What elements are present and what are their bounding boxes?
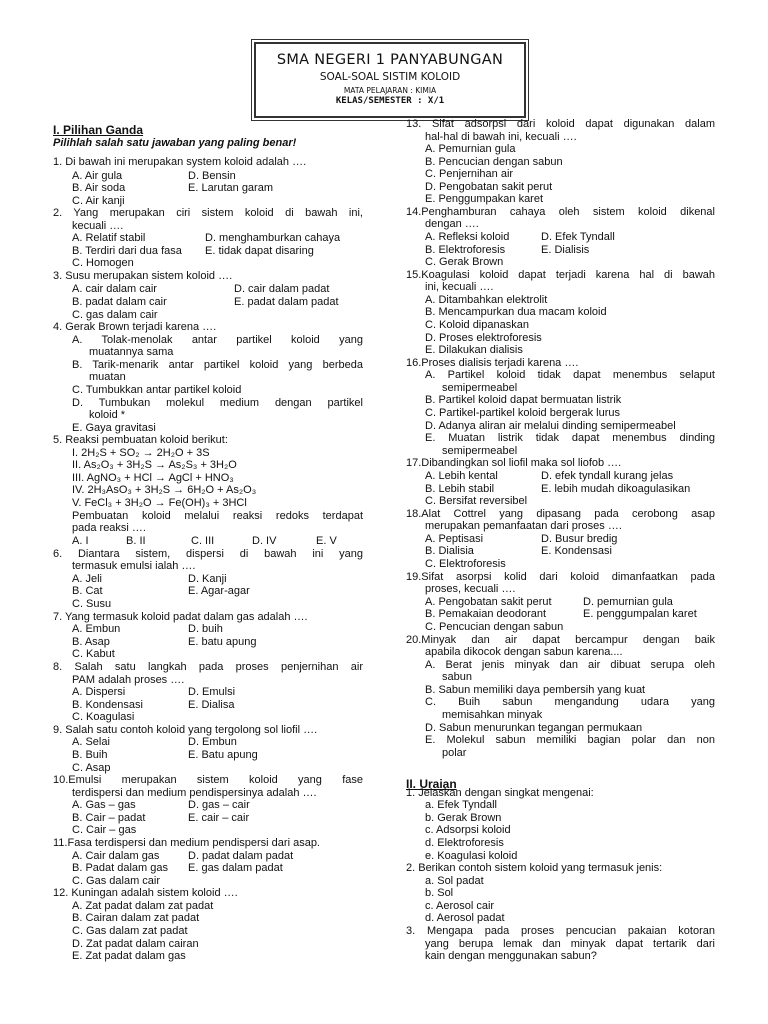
left-column-line: E. cair – cair <box>188 812 250 824</box>
right-column-line: A. Pemurnian gula <box>425 143 516 155</box>
right-column-line: e. Koagulasi koloid <box>425 850 518 862</box>
right-column-line: c. Adsorpsi koloid <box>425 824 511 836</box>
right-column-line: B. Elektroforesis <box>425 244 506 256</box>
right-column-line: sabun <box>442 671 472 683</box>
exam-title: SOAL-SOAL SISTIM KOLOID <box>319 71 461 83</box>
left-column-line: D. cair dalam padat <box>234 283 330 295</box>
left-column-line: A. Gas – gas <box>72 799 136 811</box>
right-column-line: D. Sabun menurunkan tegangan permukaan <box>425 722 643 734</box>
right-column-line: merupakan pemanfaatan dari proses …. <box>425 520 622 532</box>
right-column-line: polar <box>442 747 467 759</box>
right-column-line: D. Adanya aliran air melalui dinding semipermeabel <box>425 420 676 432</box>
right-column-line: A. Berat jenis minyak dan air dibuat serupa oleh <box>425 659 715 671</box>
right-column-line: proses, kecuali …. <box>425 583 516 595</box>
right-column-line: E. lebih mudah dikoagulasikan <box>541 483 691 495</box>
left-column-line: 1. Di bawah ini merupakan system koloid adalah …. <box>53 156 307 168</box>
left-column-line: A. Jeli <box>72 573 102 585</box>
left-column-line: 5. Reaksi pembuatan koloid berikut: <box>53 434 228 446</box>
right-column-line: 17.Dibandingkan sol liofil maka sol liofob …. <box>406 457 622 469</box>
left-column-line: Pembuatan koloid melalui reaksi redoks terdapat <box>72 510 363 522</box>
right-column-line: E. Dilakukan dialisis <box>425 344 523 356</box>
left-column-line: D. gas – cair <box>188 799 250 811</box>
left-column-line: B. Terdiri dari dua fasa <box>72 245 182 257</box>
left-column-line: E. V <box>316 535 337 547</box>
left-column-line: 3. Susu merupakan sistem koloid …. <box>53 270 233 282</box>
class-line: KELAS/SEMESTER : X/1 <box>335 96 445 106</box>
right-column-line: D. pemurnian gula <box>583 596 673 608</box>
left-column-line: A. Zat padat dalam zat padat <box>72 900 214 912</box>
header-box <box>254 42 526 118</box>
left-column-line: pada reaksi …. <box>72 522 146 534</box>
right-column-line: A. Lebih kental <box>425 470 498 482</box>
left-column-line: C. III <box>191 535 215 547</box>
left-column-line: 4. Gerak Brown terjadi karena …. <box>53 321 217 333</box>
left-column-line: B. Buih <box>72 749 108 761</box>
left-column-line: D. Embun <box>188 736 237 748</box>
left-column-line: 11.Fasa terdispersi dan medium pendispersi dari asap. <box>53 837 320 849</box>
right-column-line: 2. Berikan contoh sistem koloid yang termasuk jenis: <box>406 862 663 874</box>
left-column-line: koloid * <box>89 409 126 421</box>
right-column-line: 19.Sifat asorpsi kolid dari koloid dimanfaatkan pada <box>406 571 715 583</box>
left-column-line: 7. Yang termasuk koloid padat dalam gas adalah …. <box>53 611 308 623</box>
right-column-line: D. Efek Tyndall <box>541 231 615 243</box>
left-column-line: A. Dispersi <box>72 686 126 698</box>
right-column-line: C. Koloid dipanaskan <box>425 319 529 331</box>
left-column-line: C. Cair – gas <box>72 824 137 836</box>
left-column-line: A. Relatif stabil <box>72 232 146 244</box>
left-column-line: A. Air gula <box>72 170 123 182</box>
right-column-line: c. Aerosol cair <box>425 900 495 912</box>
right-column-line: D. Proses elektroforesis <box>425 332 542 344</box>
left-column-line: E. Batu apung <box>188 749 258 761</box>
left-column-line: D. Zat padat dalam cairan <box>72 938 199 950</box>
left-column-line: B. Tarik-menarik antar partikel koloid yang berbeda <box>72 359 363 371</box>
section-heading-essay: II. Uraian <box>406 777 457 791</box>
left-column-line: B. Cat <box>72 585 103 597</box>
left-column-line: A. Embun <box>72 623 121 635</box>
left-column-line: D. IV <box>252 535 277 547</box>
left-column-line: muatannya sama <box>89 346 174 358</box>
right-column-line: D. efek tyndall kurang jelas <box>541 470 674 482</box>
left-column-line: A. Selai <box>72 736 110 748</box>
right-column-line: B. Mencampurkan dua macam koloid <box>425 306 607 318</box>
right-column-line: yang berupa lemak dan minyak dapat tertarik dari <box>425 938 715 950</box>
right-column-line: E. Muatan listrik tidak dapat menembus dinding <box>425 432 715 444</box>
left-column-line: B. Padat dalam gas <box>72 862 169 874</box>
left-column-line: 8. Salah satu langkah pada proses penjernihan air <box>53 661 363 673</box>
right-column-line: E. Molekul sabun memiliki bagian polar dan non <box>425 734 715 746</box>
right-column-line: 20.Minyak dan air dapat bercampur dengan baik <box>406 634 715 646</box>
right-column-line: memisahkan minyak <box>442 709 543 721</box>
right-column-line: d. Elektroforesis <box>425 837 504 849</box>
left-column-line: D. Tumbukan molekul medium dengan partikel <box>72 397 363 409</box>
left-column-line: C. Koagulasi <box>72 711 135 723</box>
left-column-line: muatan <box>89 371 126 383</box>
right-column-line: C. Pencucian dengan sabun <box>425 621 564 633</box>
left-column-line: 2. Yang merupakan ciri sistem koloid di bawah ini, <box>53 207 363 219</box>
left-column-line: E. Gaya gravitasi <box>72 422 156 434</box>
left-column-line: PAM adalah proses …. <box>72 674 185 686</box>
left-column-line: E. tidak dapat disaring <box>205 245 314 257</box>
section-heading-multiple-choice: I. Pilihan Ganda <box>53 123 144 137</box>
right-column-line: a. Efek Tyndall <box>425 799 497 811</box>
left-column-line: C. Air kanji <box>72 195 125 207</box>
right-column-line: semipermeabel <box>442 382 518 394</box>
right-column-line: a. Sol padat <box>425 875 484 887</box>
right-column-line: B. Pemakaian deodorant <box>425 608 547 620</box>
right-column-line: D. Pengobatan sakit perut <box>425 181 553 193</box>
left-column-line: C. Susu <box>72 598 112 610</box>
left-column-line: B. II <box>126 535 146 547</box>
left-column-line: E. Larutan garam <box>188 182 273 194</box>
left-column-line: E. gas dalam padat <box>188 862 283 874</box>
left-column-line: D. buih <box>188 623 223 635</box>
left-column-line: C. Asap <box>72 762 111 774</box>
left-column-line: B. Kondensasi <box>72 699 143 711</box>
left-column-line: B. Asap <box>72 636 110 648</box>
left-column-line: terdispersi dan medium pendispersinya adalah …. <box>72 787 317 799</box>
right-column-line: 18.Alat Cottrel yang dipasang pada cerobong asap <box>406 508 715 520</box>
right-column-line: C. Partikel-partikel koloid bergerak lurus <box>425 407 621 419</box>
right-column-line: semipermeabel <box>442 445 518 457</box>
right-column-line: A. Partikel koloid tidak dapat menembus selaput <box>425 369 715 381</box>
right-column-line: dengan …. <box>425 218 479 230</box>
right-column-line: 13. Sifat adsorpsi dari koloid dapat digunakan dalam <box>406 118 715 130</box>
right-column-line: kain dengan menggunakan sabun? <box>425 950 597 962</box>
left-column-line: 10.Emulsi merupakan sistem koloid yang fase <box>53 774 363 786</box>
right-column-line: A. Ditambahkan elektrolit <box>425 294 548 306</box>
right-column-line: B. Sabun memiliki daya pembersih yang kuat <box>425 684 646 696</box>
left-column-line: D. Kanji <box>188 573 227 585</box>
left-column-line: E. batu apung <box>188 636 257 648</box>
right-column-line: 3. Mengapa pada proses pencucian pakaian kotoran <box>406 925 715 937</box>
right-column-line: D. Busur bredig <box>541 533 618 545</box>
right-column-line: B. Partikel koloid dapat bermuatan listrik <box>425 394 622 406</box>
left-column-line: C. gas dalam cair <box>72 309 158 321</box>
right-column-line: E. Dialisis <box>541 244 590 256</box>
left-column-line: V. FeCl₃ + 3H₂O → Fe(OH)₃ + 3HCl <box>72 497 247 509</box>
left-column-line: A. I <box>72 535 89 547</box>
left-column-line: kecuali …. <box>72 220 124 232</box>
left-column-line: I. 2H₂S + SO₂ → 2H₂O + 3S <box>72 447 210 459</box>
left-column-line: C. Gas dalam cair <box>72 875 161 887</box>
left-column-line: 9. Salah satu contoh koloid yang tergolong sol liofil …. <box>53 724 318 736</box>
right-column-line: C. Elektroforesis <box>425 558 506 570</box>
right-column-line: B. Dialisia <box>425 545 474 557</box>
left-column-line: 12. Kuningan adalah sistem koloid …. <box>53 887 238 899</box>
instruction-text: Pilihlah salah satu jawaban yang paling benar! <box>53 137 297 149</box>
right-column-line: ini, kecuali …. <box>425 281 494 293</box>
right-column-line: C. Gerak Brown <box>425 256 504 268</box>
right-column-line: A. Pengobatan sakit perut <box>425 596 552 608</box>
left-column-line: D. Bensin <box>188 170 236 182</box>
left-column-line: III. AgNO₃ + HCl → AgCl + HNO₃ <box>72 472 234 484</box>
right-column-line: hal-hal di bawah ini, kecuali …. <box>425 131 577 143</box>
right-column-line: C. Bersifat reversibel <box>425 495 528 507</box>
left-column-line: B. Cair – padat <box>72 812 146 824</box>
left-column-line: 6. Diantara sistem, dispersi di bawah ini yang <box>53 548 363 560</box>
right-column-line: B. Lebih stabil <box>425 483 495 495</box>
left-column-line: C. Homogen <box>72 257 134 269</box>
left-column-line: termasuk emulsi ialah …. <box>72 560 196 572</box>
right-column-line: C. Penjernihan air <box>425 168 514 180</box>
right-column-line: B. Pencucian dengan sabun <box>425 156 563 168</box>
left-column-line: E. Agar-agar <box>188 585 250 597</box>
left-column-line: A. Cair dalam gas <box>72 850 160 862</box>
left-column-line: B. Cairan dalam zat padat <box>72 912 200 924</box>
right-column-line: d. Aerosol padat <box>425 912 505 924</box>
left-column-line: C. Gas dalam zat padat <box>72 925 188 937</box>
right-column-line: 15.Koagulasi koloid dapat terjadi karena hal di bawah <box>406 269 715 281</box>
left-column-line: A. cair dalam cair <box>72 283 157 295</box>
left-column-line: E. Zat padat dalam gas <box>72 950 186 962</box>
subject-line: MATA PELAJARAN : KIMIA <box>343 86 437 95</box>
left-column-line: C. Kabut <box>72 648 115 660</box>
left-column-line: D. menghamburkan cahaya <box>205 232 341 244</box>
right-column-line: E. Kondensasi <box>541 545 612 557</box>
left-column-line: C. Tumbukkan antar partikel koloid <box>72 384 242 396</box>
right-column-line: E. Penggumpakan karet <box>425 193 544 205</box>
right-column-line: apabila dikocok dengan sabun karena.... <box>425 646 623 658</box>
right-column-line: b. Sol <box>425 887 454 899</box>
right-column-line: E. penggumpalan karet <box>583 608 697 620</box>
left-column-line: IV. 2H₃AsO₃ + 3H₂S → 6H₂O + As₂O₃ <box>72 484 257 496</box>
left-column-line: A. Tolak-menolak antar partikel koloid yang <box>72 334 363 346</box>
right-column-line: 16.Proses dialisis terjadi karena …. <box>406 357 579 369</box>
right-column-line: 1. Jelaskan dengan singkat mengenai: <box>406 787 594 799</box>
left-column-line: B. Air soda <box>72 182 126 194</box>
left-column-line: D. Emulsi <box>188 686 236 698</box>
left-column-line: II. As₂O₃ + 3H₂S → As₂S₃ + 3H₂O <box>72 459 237 471</box>
left-column-line: E. Dialisa <box>188 699 235 711</box>
right-column-line: b. Gerak Brown <box>425 812 502 824</box>
left-column-line: B. padat dalam cair <box>72 296 167 308</box>
right-column-line: C. Buih sabun mengandung udara yang <box>425 696 715 708</box>
right-column-line: A. Peptisasi <box>425 533 484 545</box>
right-column-line: A. Refleksi koloid <box>425 231 510 243</box>
left-column-line: E. padat dalam padat <box>234 296 339 308</box>
right-column-line: 14.Penghamburan cahaya oleh sistem koloid dikenal <box>406 206 715 218</box>
school-name: SMA NEGERI 1 PANYABUNGAN <box>276 52 504 68</box>
left-column-line: D. padat dalam padat <box>188 850 294 862</box>
